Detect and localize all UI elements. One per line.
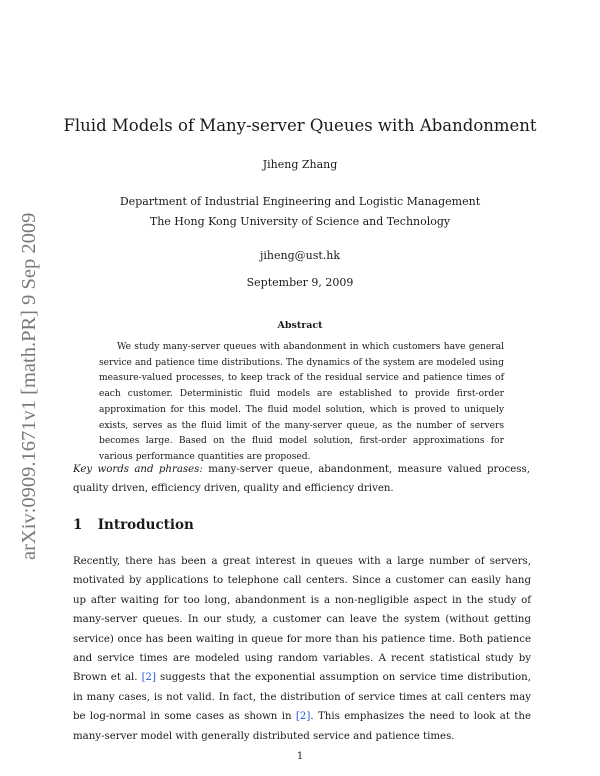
intro-text-part-2: suggests that the exponential assumption on service time distribution, in many cases, is not valid. In fact, the distribution of service times at call centers may be log-normal in some cases as shown in — [73, 672, 531, 723]
keywords-label: Key words and phrases: — [73, 464, 203, 475]
citation-link-2[interactable]: [2] — [141, 672, 156, 684]
intro-text-part-3: . This emphasizes the need to look at the many-server model with generally distributed service and patience times. — [73, 711, 531, 742]
abstract-heading: Abstract — [277, 320, 323, 331]
citation-link-2b[interactable]: [2] — [295, 711, 311, 723]
introduction-body — [73, 552, 531, 746]
section-number: 1 — [73, 517, 83, 533]
keywords-text: many-server queue, abandonment, measure valued process, quality driven, efficiency driven, quality and efficiency driven. — [73, 464, 530, 494]
affiliation-line-2: The Hong Kong University of Science and Technology — [149, 215, 451, 228]
paper-title: Fluid Models of Many-server Queues with Abandonment — [63, 116, 537, 135]
paper-date: September 9, 2009 — [246, 276, 354, 289]
author-email[interactable]: jiheng@ust.hk — [259, 249, 341, 262]
abstract-text: We study many-server queues with abandonment in which customers have general service and patience time distributions. The dynamics of the system are modeled using measure-valued processes, to keep track of the residual service and patience times of each customer. Deterministic fluid models are established to provide first-order approximation for this model. The fluid model solution, which is proved to uniquely exists, serves as the fluid limit of the many-server queue, as the number of servers becomes large. Based on the fluid model solution, first-order approximations for various performance quantities are proposed. — [99, 342, 504, 462]
affiliation — [60, 192, 540, 232]
section-heading-introduction — [73, 517, 194, 533]
section-title: Introduction — [97, 517, 194, 533]
intro-text-part-1: Recently, there has been a great interest in queues with a large number of servers, motivated by applications to telephone call centers. Since a customer can easily hang up after waiting for too long, abandonment is a non-negligible aspect in the study of many-server queues. In our study, a customer can leave the system (without getting service) once has been waiting in queue for more than his patience time. Both patience and service times are modeled using random variables. A recent statistical study by Brown et al. — [73, 556, 531, 684]
intro-paragraph — [73, 552, 531, 746]
author-name: Jiheng Zhang — [262, 158, 338, 171]
page-number: 1 — [296, 751, 304, 762]
affiliation-line-1: Department of Industrial Engineering and Logistic Management — [119, 195, 481, 208]
arxiv-side-stamp: arXiv:0909.1671v1 [math.PR] 9 Sep 2009 — [18, 212, 40, 560]
abstract — [99, 340, 504, 466]
keywords — [73, 460, 530, 498]
